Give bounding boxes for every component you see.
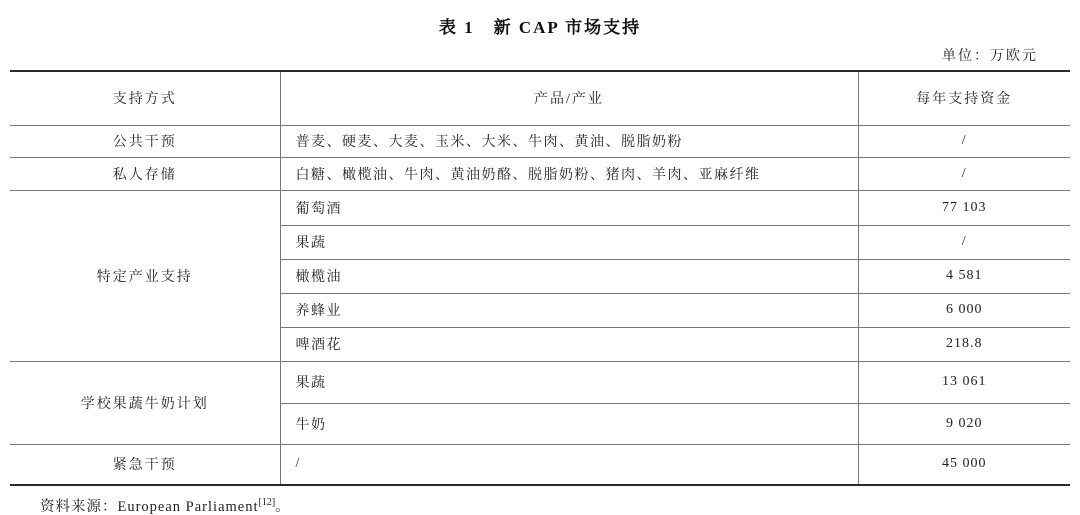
product-industry-cell: 牛奶 <box>280 403 858 444</box>
annual-funding-cell: 45 000 <box>858 444 1070 485</box>
unit-note: 单位：万欧元 <box>942 49 1038 64</box>
annual-funding-cell: / <box>858 157 1070 190</box>
source-label: 资料来源： <box>40 499 118 515</box>
cap-market-support-table <box>10 70 1070 486</box>
annual-funding-cell: / <box>858 225 1070 259</box>
annual-funding-cell: 9 020 <box>858 403 1070 444</box>
table-row <box>10 157 1070 190</box>
annual-funding-cell: 4 581 <box>858 259 1070 293</box>
product-industry-cell: 普麦、硬麦、大麦、玉米、大米、牛肉、黄油、脱脂奶粉 <box>280 125 858 157</box>
annual-funding-cell: 6 000 <box>858 293 1070 327</box>
product-industry-cell: 养蜂业 <box>280 293 858 327</box>
header-product-industry: 产品/产业 <box>280 71 858 125</box>
table-title: 表 1 新 CAP 市场支持 <box>438 18 642 37</box>
support-method-cell: 紧急干预 <box>10 444 280 485</box>
support-method-cell: 公共干预 <box>10 125 280 157</box>
product-industry-cell: 果蔬 <box>280 225 858 259</box>
product-industry-cell: / <box>280 444 858 485</box>
header-support-method: 支持方式 <box>10 71 280 125</box>
document-page <box>0 13 1080 515</box>
annual-funding-cell: 13 061 <box>858 361 1070 403</box>
product-industry-cell: 葡萄酒 <box>280 190 858 225</box>
product-industry-cell: 白糖、橄榄油、牛肉、黄油奶酪、脱脂奶粉、猪肉、羊肉、亚麻纤维 <box>280 157 858 190</box>
source-text: European Parliament <box>117 499 259 515</box>
support-method-cell: 学校果蔬牛奶计划 <box>10 361 280 444</box>
source-suffix: 。 <box>275 499 291 515</box>
source-note <box>0 495 1080 515</box>
annual-funding-cell: / <box>858 125 1070 157</box>
annual-funding-cell: 77 103 <box>858 190 1070 225</box>
table-header-row <box>10 71 1070 125</box>
support-method-cell: 特定产业支持 <box>10 190 280 361</box>
table-row <box>10 361 1070 403</box>
product-industry-cell: 橄榄油 <box>280 259 858 293</box>
product-industry-cell: 啤酒花 <box>280 327 858 361</box>
product-industry-cell: 果蔬 <box>280 361 858 403</box>
table-row <box>10 125 1070 157</box>
support-method-cell: 私人存储 <box>10 157 280 190</box>
table-row <box>10 190 1070 225</box>
annual-funding-cell: 218.8 <box>858 327 1070 361</box>
source-ref-superscript: [12] <box>258 497 276 509</box>
header-annual-funding: 每年支持资金 <box>858 71 1070 125</box>
table-row <box>10 444 1070 485</box>
